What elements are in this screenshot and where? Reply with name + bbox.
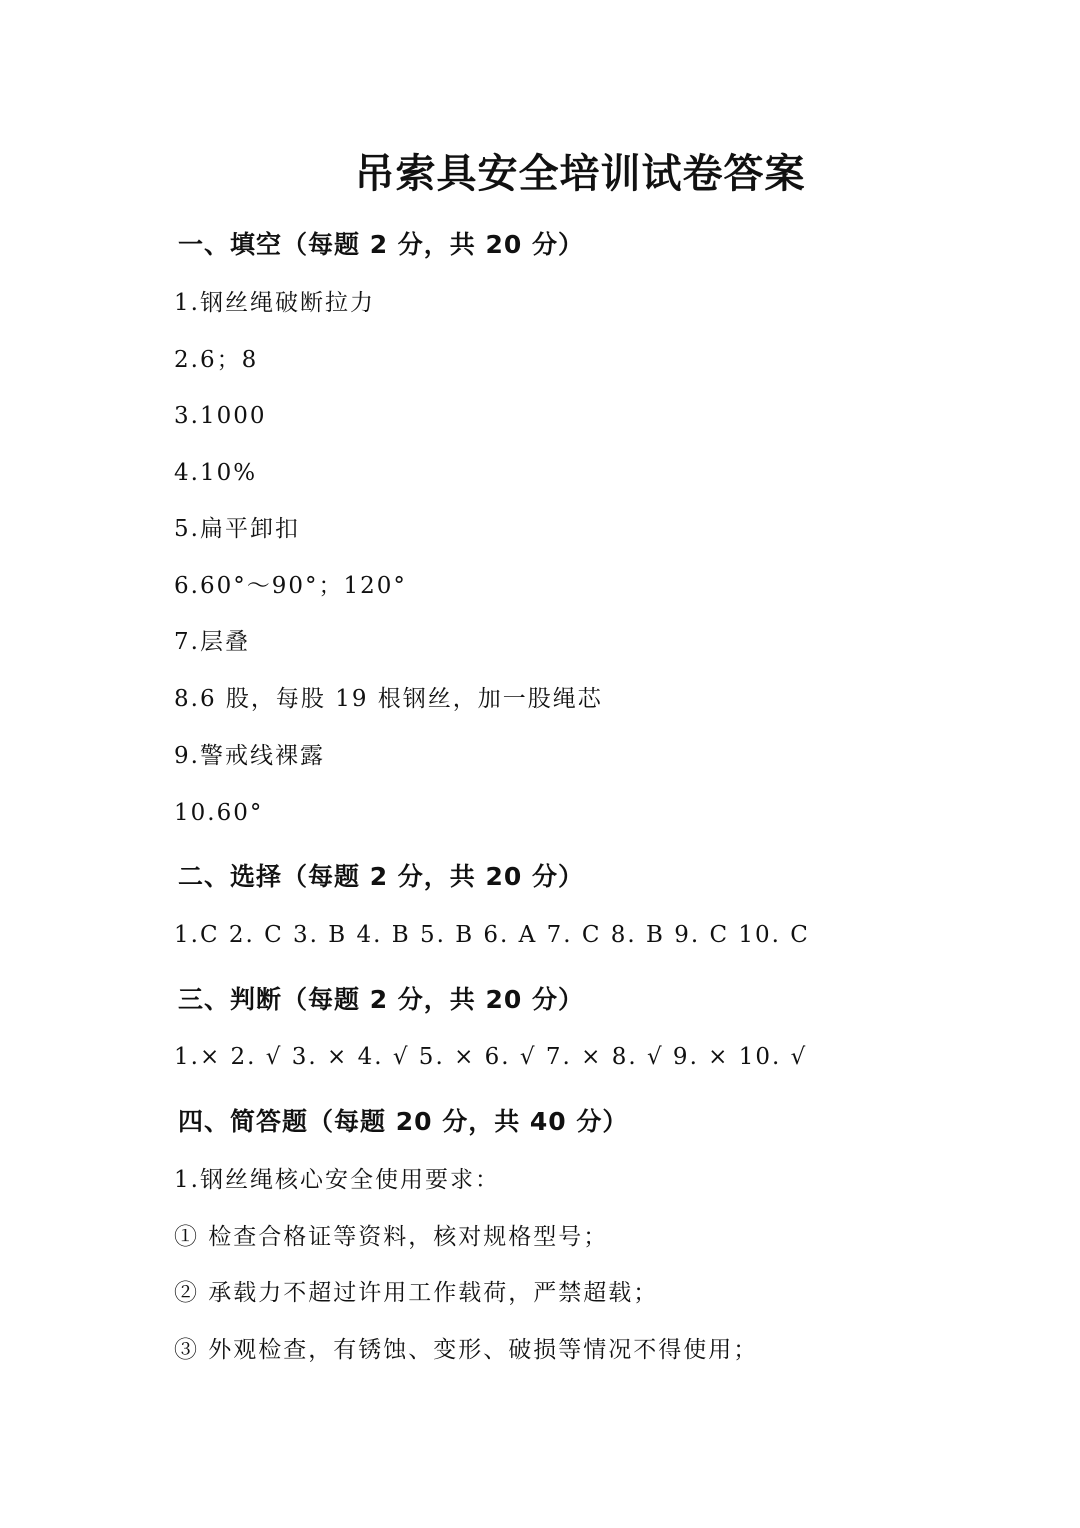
fill-blank-answer-2: 2.6；8 (174, 347, 259, 373)
short-answer-q1-point-1: ① 检查合格证等资料，核对规格型号； (174, 1224, 609, 1250)
choice-answers: 1.C 2. C 3. B 4. B 5. B 6. A 7. C 8. B 9. C 10. C (174, 922, 810, 948)
section-heading-fill-blank: 一、填空（每题 2 分，共 20 分） (178, 230, 585, 259)
fill-blank-answer-10: 10.60° (174, 800, 264, 826)
section-heading-short-answer: 四、简答题（每题 20 分，共 40 分） (178, 1107, 629, 1136)
short-answer-q1-point-2: ② 承载力不超过许用工作载荷，严禁超载； (174, 1280, 659, 1306)
page-title: 吊索具安全培训试卷答案 (354, 151, 806, 197)
fill-blank-answer-8: 8.6 股，每股 19 根钢丝，加一股绳芯 (174, 686, 603, 712)
fill-blank-answer-3: 3.1000 (174, 403, 267, 429)
short-answer-q1-title: 1.钢丝绳核心安全使用要求： (174, 1167, 500, 1193)
fill-blank-answer-7: 7.层叠 (174, 629, 250, 655)
judgement-answers: 1.× 2. √ 3. × 4. √ 5. × 6. √ 7. × 8. √ 9. × 10. √ (174, 1044, 808, 1070)
section-heading-judgement: 三、判断（每题 2 分，共 20 分） (178, 985, 585, 1014)
section-heading-choice: 二、选择（每题 2 分，共 20 分） (178, 862, 585, 891)
fill-blank-answer-1: 1.钢丝绳破断拉力 (174, 290, 375, 316)
fill-blank-answer-6: 6.60°～90°；120° (174, 573, 407, 599)
fill-blank-answer-9: 9.警戒线裸露 (174, 743, 325, 769)
short-answer-q1-point-3: ③ 外观检查，有锈蚀、变形、破损等情况不得使用； (174, 1337, 759, 1363)
fill-blank-answer-5: 5.扁平卸扣 (174, 516, 300, 542)
fill-blank-answer-4: 4.10% (174, 460, 258, 486)
